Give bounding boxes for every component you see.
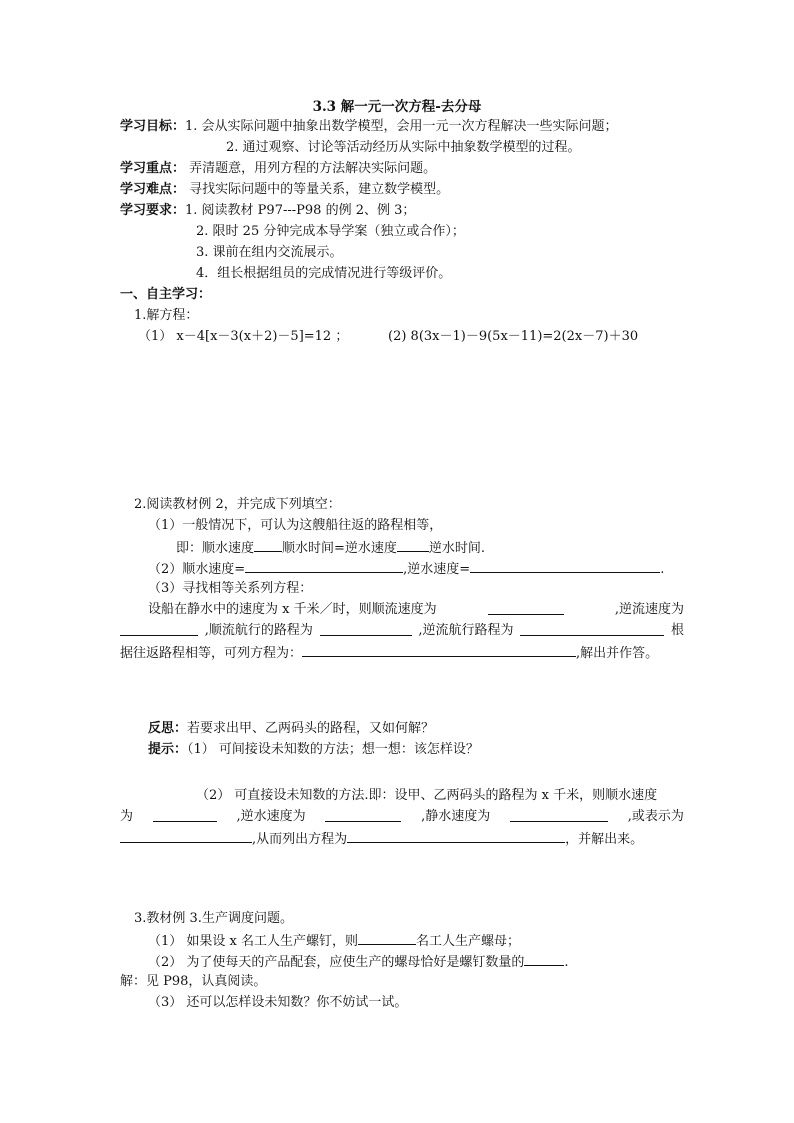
q3-part-1 xyxy=(148,931,520,951)
q2-line-2-text-a: ,顺流航行的路程为 xyxy=(204,623,313,638)
q2-part-1: （1）一般情况下，可认为这艘船往返的路程相等， xyxy=(148,518,443,533)
requirement-item-3: 3. 课前在组内交流展示。 xyxy=(196,245,343,260)
requirements-label: 学习要求： xyxy=(120,203,186,218)
key-point-line xyxy=(120,160,436,178)
page-title: 3.3 解一元一次方程-去分母 xyxy=(312,99,482,115)
q2-line-2-text-c: 根 xyxy=(670,623,684,638)
key-point-text: 弄清题意，用列方程的方法解决实际问题。 xyxy=(189,161,437,176)
blank-field[interactable] xyxy=(120,622,198,636)
reflect-line xyxy=(148,720,434,738)
objective-item-1: 1. 会从实际问题中抽象出数学模型，会用一元一次方程解决一些实际问题； xyxy=(185,119,618,134)
requirement-item-2: 2. 限时 25 分钟完成本导学案（独立或合作）； xyxy=(196,224,465,239)
q3-solution: 解：见 P98，认真阅读。 xyxy=(120,974,267,989)
blank-field[interactable] xyxy=(510,808,608,822)
blank-field[interactable] xyxy=(245,559,403,573)
section-heading: 一、自主学习： xyxy=(120,287,212,302)
q3-part-1-text-a: （1） 如果设 x 名工人生产螺钉，则 xyxy=(148,934,358,949)
reflect-label: 反思： xyxy=(148,721,188,736)
q2-line-1-text-b: ,逆流速度为 xyxy=(614,602,684,617)
blank-field[interactable] xyxy=(302,643,576,657)
objective-item-2: 2. 通过观察、讨论等活动经历从实际中抽象数学模型的过程。 xyxy=(226,140,581,155)
q3-label: 3.教材例 3.生产调度问题。 xyxy=(134,911,293,926)
q2-line-3-text-b: ,解出并作答。 xyxy=(576,646,659,661)
blank-field[interactable] xyxy=(254,538,282,552)
hint-line-3 xyxy=(120,808,684,826)
reflect-text: 若要求出甲、乙两码头的路程，又如何解？ xyxy=(187,721,435,736)
requirement-item-1: 1. 阅读教材 P97---P98 的例 2、例 3； xyxy=(185,203,416,218)
q2-part-2 xyxy=(148,559,664,579)
blank-field[interactable] xyxy=(325,808,401,822)
blank-field[interactable] xyxy=(470,559,660,573)
q2-line-2-text-b: ,逆流航行路程为 xyxy=(418,623,514,638)
q2-line-3 xyxy=(120,643,658,663)
q2-part-2-text-b: ,逆水速度= xyxy=(403,562,471,577)
blank-field[interactable] xyxy=(358,931,416,945)
objectives-label: 学习目标： xyxy=(120,119,186,134)
blank-field[interactable] xyxy=(524,952,564,966)
hint-1: （1） 可间接设未知数的方法；想一想：该怎样设？ xyxy=(187,742,479,757)
blank-field[interactable] xyxy=(397,538,429,552)
q2-part-2-text-c: . xyxy=(660,562,665,577)
q3-part-2-text-a: （2） 为了使每天的产品配套，应使生产的螺母恰好是螺钉数量的 xyxy=(148,955,525,970)
blank-field[interactable] xyxy=(347,829,565,843)
difficulty-label: 学习难点： xyxy=(120,182,186,197)
hint-line-4 xyxy=(120,829,643,849)
difficulty-line xyxy=(120,181,449,199)
q2-part-1-text-b: 顺水时间=逆水速度 xyxy=(282,541,397,556)
q1-equation-1: （1） x－4[x－3(x＋2)－5]=12 ； xyxy=(138,329,349,344)
hint-label: 提示： xyxy=(148,742,188,757)
hint-3-text-c: ,静水速度为 xyxy=(421,809,491,824)
q3-part-2-text-b: . xyxy=(564,955,569,970)
hint-4-text-a: ,从而列出方程为 xyxy=(252,832,348,847)
blank-field[interactable] xyxy=(320,622,412,636)
q2-line-1-text-a: 设船在静水中的速度为 x 千米／时，则顺流速度为 xyxy=(148,602,437,617)
q2-part-2-text-a: （2）顺水速度= xyxy=(148,562,246,577)
key-point-label: 学习重点： xyxy=(120,161,186,176)
blank-field[interactable] xyxy=(488,601,564,615)
requirements-line-1 xyxy=(120,202,415,220)
hint-3-text-d: ,或表示为 xyxy=(627,809,684,824)
q2-part-3: （3）寻找相等关系列方程： xyxy=(148,581,313,596)
q1-equation-2: (2) 8(3x－1)－9(5x－11)=2(2x－7)＋30 xyxy=(388,329,639,344)
q3-part-2 xyxy=(148,952,569,972)
q3-part-1-text-b: 名工人生产螺母； xyxy=(416,934,521,949)
difficulty-text: 寻找实际问题中的等量关系，建立数学模型。 xyxy=(189,182,450,197)
objectives-line-1 xyxy=(120,118,618,136)
q2-part-1-text-c: 逆水时间. xyxy=(428,541,486,556)
q2-line-3-text-a: 据往返路程相等，可列方程为： xyxy=(120,646,303,661)
blank-field[interactable] xyxy=(120,829,252,843)
hint-4-text-b: ，并解出来。 xyxy=(565,832,644,847)
requirement-item-4: 4．组长根据组员的完成情况进行等级评价。 xyxy=(196,266,452,281)
blank-field[interactable] xyxy=(153,808,217,822)
q2-part-1-fill xyxy=(176,538,485,558)
q2-line-1 xyxy=(148,601,684,621)
hint-line xyxy=(148,741,479,759)
q2-part-1-text-a: 即：顺水速度 xyxy=(176,541,255,556)
blank-field[interactable] xyxy=(520,622,664,636)
q2-label: 2.阅读教材例 2，并完成下列填空： xyxy=(134,497,341,512)
hint-2: （2） 可直接设未知数的方法.即：设甲、乙两码头的路程为 x 千米，则顺水速度 xyxy=(196,788,658,803)
q1-label: 1.解方程： xyxy=(134,308,199,323)
hint-3-text-b: ,逆水速度为 xyxy=(236,809,306,824)
q2-line-2 xyxy=(120,622,684,640)
q3-part-3: （3） 还可以怎样设未知数？你不妨试一试。 xyxy=(148,995,408,1010)
hint-3-text-a: 为 xyxy=(120,809,134,824)
